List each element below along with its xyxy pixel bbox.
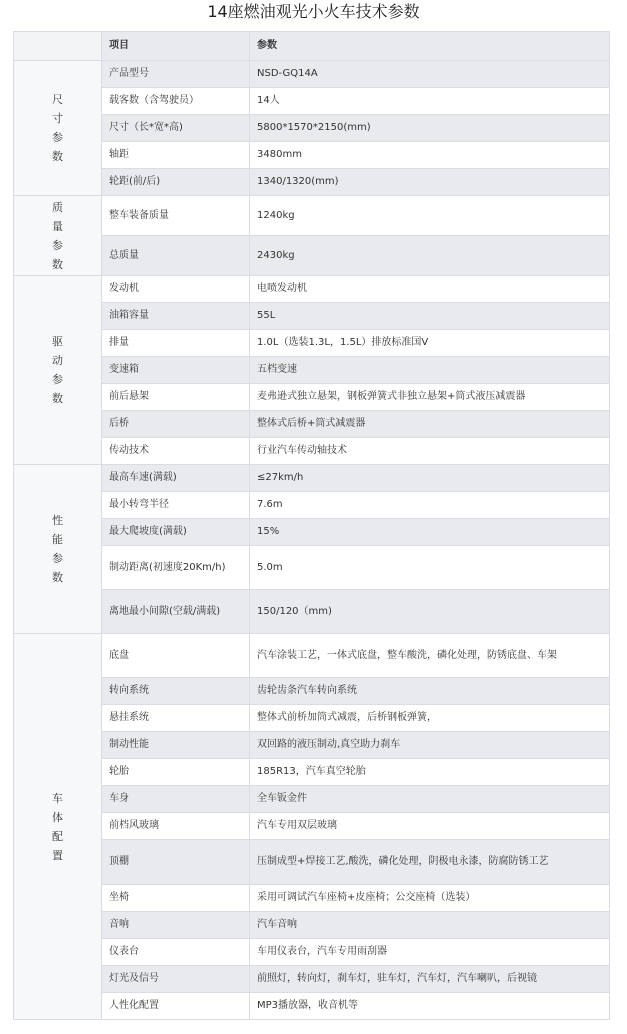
item-cell: 整车装备质量 [102,196,250,236]
table-row [14,939,610,966]
value-cell: 采用可调试汽车座椅+皮座椅；公交座椅（选装） [250,885,610,912]
table-row [14,492,610,519]
value-cell: 1240kg [250,196,610,236]
header-value-cell: 参数 [250,32,610,61]
value-cell: 15% [250,519,610,546]
item-cell: 尺寸（长*宽*高) [102,115,250,142]
table-row [14,912,610,939]
value-cell: 齿轮齿条汽车转向系统 [250,678,610,705]
item-cell: 总质量 [102,236,250,276]
item-cell: 坐椅 [102,885,250,912]
item-cell: 前后悬架 [102,384,250,411]
table-row [14,438,610,465]
value-cell: 1.0L（选装1.3L，1.5L）排放标准国V [250,330,610,357]
value-cell: 车用仪表台，汽车专用雨刮器 [250,939,610,966]
table-row [14,705,610,732]
table-row [14,885,610,912]
item-cell: 变速箱 [102,357,250,384]
item-cell: 最高车速(满载) [102,465,250,492]
table-row [14,61,610,88]
item-cell: 音响 [102,912,250,939]
value-cell: 7.6m [250,492,610,519]
table-row [14,115,610,142]
table-row [14,330,610,357]
table-row [14,384,610,411]
item-cell: 轮距(前/后) [102,169,250,196]
item-cell: 传动技术 [102,438,250,465]
table-row [14,357,610,384]
table-row [14,276,610,303]
value-cell: 麦弗逊式独立悬架，钢板弹簧式非独立悬架+筒式液压减震器 [250,384,610,411]
value-cell: 行业汽车传动轴技术 [250,438,610,465]
category-cell-body: 车体配置 [14,634,102,1020]
value-cell: 整体式后桥+筒式减震器 [250,411,610,438]
category-cell-drive: 驱动参数 [14,276,102,465]
item-cell: 前档风玻璃 [102,813,250,840]
item-cell: 最小转弯半径 [102,492,250,519]
item-cell: 产品型号 [102,61,250,88]
value-cell: 全车钣金件 [250,786,610,813]
table-row [14,303,610,330]
table-row [14,196,610,236]
item-cell: 仪表台 [102,939,250,966]
table-row [14,519,610,546]
item-cell: 轴距 [102,142,250,169]
table-header-row [14,32,610,61]
value-cell: 14人 [250,88,610,115]
value-cell: 汽车涂装工艺，一体式底盘，整车酸洗，磷化处理，防锈底盘、车架 [250,634,610,678]
table-row [14,236,610,276]
item-cell: 最大爬坡度(满载) [102,519,250,546]
table-row [14,678,610,705]
header-category-cell [14,32,102,61]
page-title: 14座燃油观光小火车技术参数 [207,2,420,21]
value-cell: 1340/1320(mm) [250,169,610,196]
item-cell: 油箱容量 [102,303,250,330]
value-cell: 5800*1570*2150(mm) [250,115,610,142]
value-cell: 五档变速 [250,357,610,384]
item-cell: 后桥 [102,411,250,438]
item-cell: 灯光及信号 [102,966,250,993]
table-row [14,786,610,813]
value-cell: 2430kg [250,236,610,276]
item-cell: 离地最小间隙(空载/满载) [102,590,250,634]
table-row [14,465,610,492]
item-cell: 顶棚 [102,840,250,885]
item-cell: 载客数（含驾驶员） [102,88,250,115]
value-cell: 185R13，汽车真空轮胎 [250,759,610,786]
table-row [14,411,610,438]
value-cell: 压制成型+焊接工艺,酸洗，磷化处理，阴极电永漆，防腐防锈工艺 [250,840,610,885]
item-cell: 制动性能 [102,732,250,759]
item-cell: 悬挂系统 [102,705,250,732]
spec-table [13,31,610,1020]
value-cell: ≤27km/h [250,465,610,492]
value-cell: 5.0m [250,546,610,590]
value-cell: 前照灯，转向灯，刹车灯，驻车灯，汽车灯，汽车喇叭，后视镜 [250,966,610,993]
item-cell: 轮胎 [102,759,250,786]
table-row [14,634,610,678]
table-row [14,759,610,786]
item-cell: 转向系统 [102,678,250,705]
table-row [14,966,610,993]
item-cell: 人性化配置 [102,993,250,1020]
value-cell: 3480mm [250,142,610,169]
header-item-cell: 项目 [102,32,250,61]
value-cell: NSD-GQ14A [250,61,610,88]
value-cell: 电喷发动机 [250,276,610,303]
value-cell: 55L [250,303,610,330]
item-cell: 发动机 [102,276,250,303]
category-cell-performance: 性能参数 [14,465,102,634]
table-row [14,993,610,1020]
table-row [14,813,610,840]
table-row [14,88,610,115]
table-row [14,590,610,634]
table-row [14,142,610,169]
item-cell: 排量 [102,330,250,357]
category-cell-mass: 质量参数 [14,196,102,276]
item-cell: 底盘 [102,634,250,678]
table-row [14,840,610,885]
table-row [14,546,610,590]
value-cell: 汽车音响 [250,912,610,939]
value-cell: 双回路的液压制动,真空助力刹车 [250,732,610,759]
table-row [14,169,610,196]
item-cell: 制动距离(初速度20Km/h) [102,546,250,590]
value-cell: 汽车专用双层玻璃 [250,813,610,840]
value-cell: 整体式前桥加筒式减震，后桥钢板弹簧， [250,705,610,732]
table-row [14,732,610,759]
category-cell-dimensions: 尺寸参数 [14,61,102,196]
item-cell: 车身 [102,786,250,813]
value-cell: 150/120（mm) [250,590,610,634]
value-cell: MP3播放器，收音机等 [250,993,610,1020]
